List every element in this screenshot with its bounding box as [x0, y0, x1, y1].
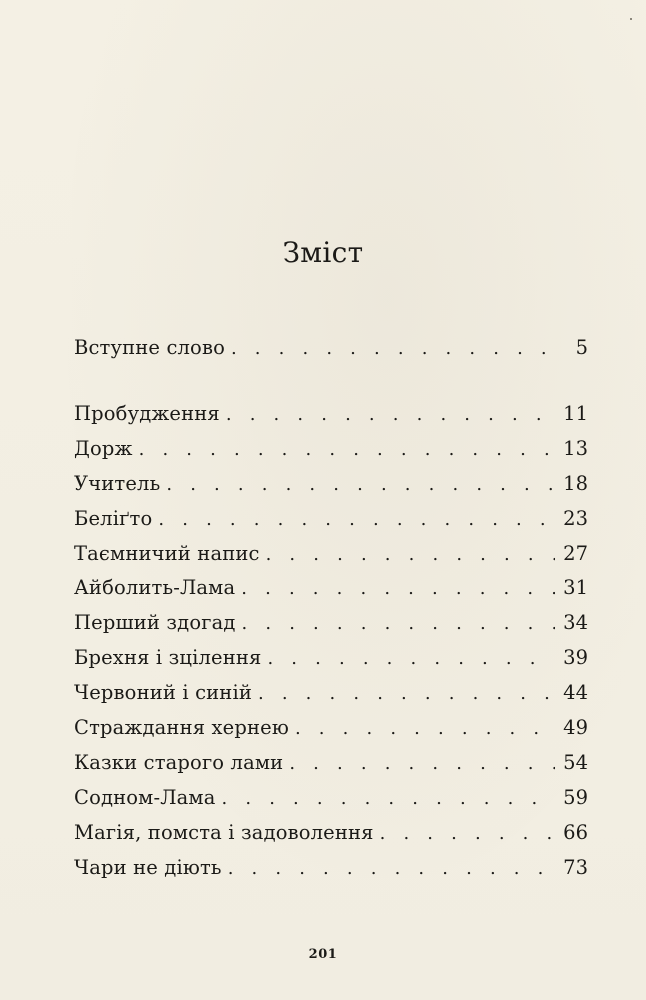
toc-dot-leader [295, 718, 555, 739]
toc-entry [74, 786, 588, 821]
toc-entry-title: Перший здогад [74, 611, 236, 635]
page-title: Зміст [282, 236, 364, 269]
toc-dot-leader [258, 683, 555, 704]
toc-entry-page: 13 [563, 436, 588, 460]
toc-entry-page: 18 [563, 471, 588, 495]
toc-entry [74, 681, 588, 716]
toc-entry-title: Учитель [74, 471, 161, 495]
toc-entry-title: Дорж [74, 436, 133, 460]
toc-dot-leader [158, 509, 555, 530]
toc-dot-leader [166, 474, 555, 495]
toc-entry-title: Казки старого лами [74, 750, 284, 774]
corner-speck [630, 18, 632, 20]
toc-intro-list [74, 336, 588, 371]
toc-entry-page: 23 [563, 506, 588, 530]
toc-entry [74, 856, 588, 891]
toc-entry-page: 44 [563, 681, 588, 705]
toc-entry-title: Таємничий напис [74, 541, 260, 565]
toc-entry-title: Червоний і синій [74, 681, 252, 705]
toc-dot-leader [226, 404, 555, 425]
toc-entry-title: Беліґто [74, 506, 153, 530]
toc-entry [74, 646, 588, 681]
toc-entry [74, 821, 588, 856]
toc-dot-leader [267, 648, 555, 669]
toc-entry-page: 54 [563, 750, 588, 774]
toc-entry [74, 336, 588, 371]
toc-entry-page: 5 [575, 336, 588, 359]
toc-entry-page: 11 [563, 402, 588, 425]
toc-chapter-list [74, 402, 588, 890]
toc-entry [74, 472, 588, 507]
toc-dot-leader [289, 753, 555, 774]
toc-entry [74, 507, 588, 542]
toc-dot-leader [139, 439, 556, 460]
toc-entry-title: Страждання хернею [74, 716, 289, 740]
toc-entry [74, 751, 588, 786]
toc-entry-page: 66 [563, 820, 588, 844]
toc-entry-title: Чари не діють [74, 855, 222, 879]
toc-entry-page: 59 [563, 785, 588, 809]
toc-entry-page: 49 [563, 716, 588, 740]
toc-dot-leader [242, 613, 556, 634]
page-number: 201 [308, 947, 338, 962]
toc-entry [74, 437, 588, 472]
toc-entry-title: Магія, помста і задоволення [74, 820, 374, 844]
toc-dot-leader [231, 338, 560, 359]
toc-entry-page: 27 [563, 541, 588, 565]
toc-entry-page: 39 [563, 646, 588, 670]
toc-entry-title: Содном-Лама [74, 785, 216, 809]
toc-entry-page: 73 [563, 855, 588, 879]
toc-entry-title: Брехня і зцілення [74, 646, 262, 670]
toc-dot-leader [228, 858, 555, 879]
toc-entry [74, 611, 588, 646]
toc-entry [74, 716, 588, 751]
toc-entry [74, 576, 588, 611]
toc-entry-title: Пробудження [74, 402, 220, 425]
toc-dot-leader [380, 823, 556, 844]
toc-entry-title: Вступне слово [74, 336, 225, 359]
toc-entry [74, 542, 588, 577]
toc-entry-title: Айболить-Лама [74, 576, 236, 600]
toc-dot-leader [266, 544, 556, 565]
toc-dot-leader [241, 578, 555, 599]
toc-dot-leader [222, 788, 556, 809]
toc-entry-page: 31 [563, 576, 588, 600]
toc-entry-page: 34 [563, 611, 588, 635]
toc-entry [74, 402, 588, 437]
